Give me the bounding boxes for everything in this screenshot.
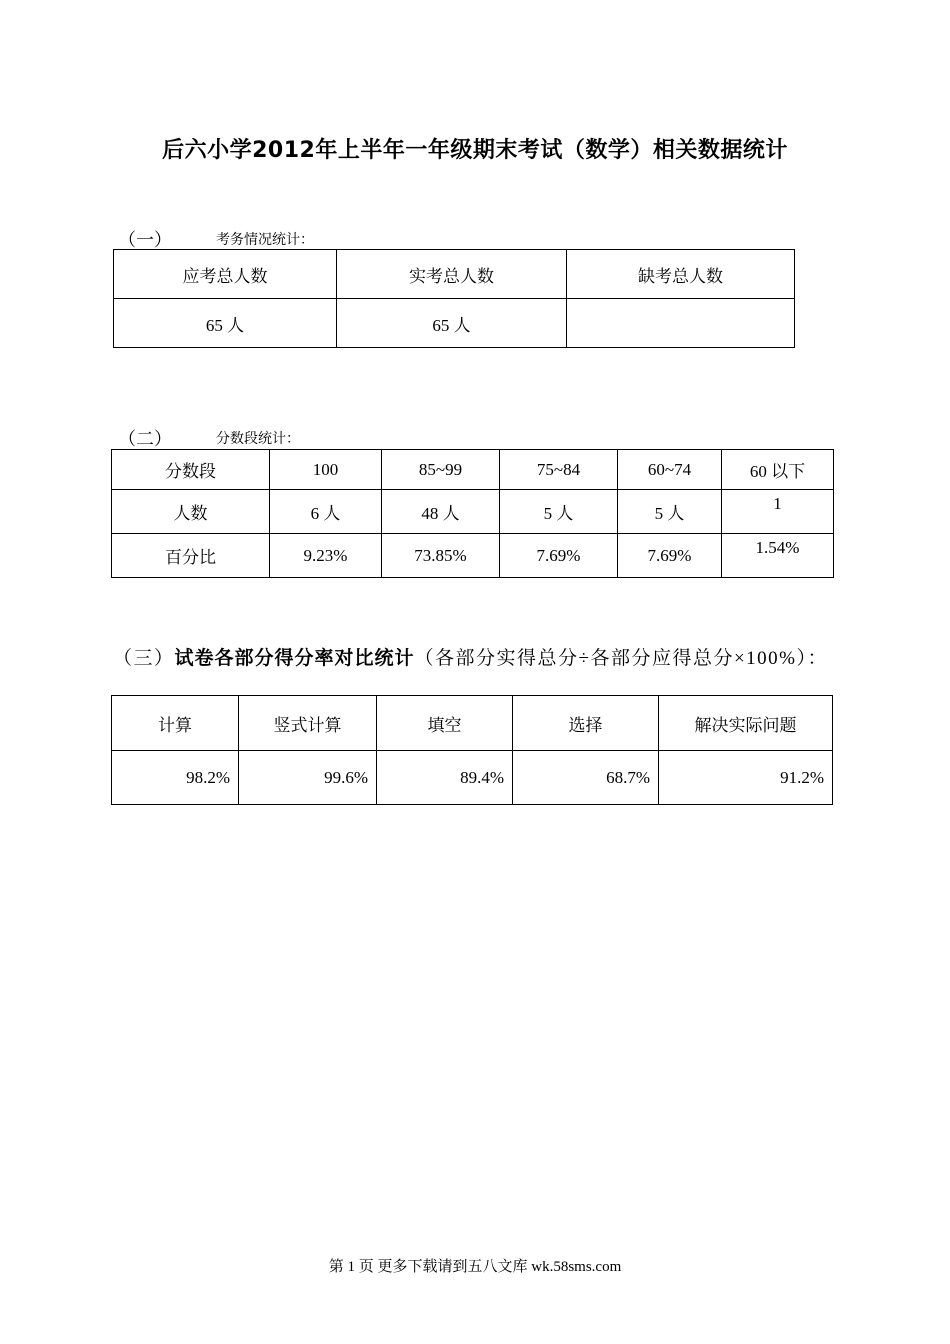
table-cell: 7.69% [618,534,722,578]
table-row [112,751,833,805]
table-cell: 5 人 [500,490,618,534]
value-cell: 65 人 [114,299,337,348]
section3-number: （三） [113,648,175,669]
header-cell: 实考总人数 [337,250,567,299]
table-cell: 48 人 [382,490,500,534]
header-cell: 解决实际问题 [659,696,833,751]
table-cell: 百分比 [112,534,270,578]
header-cell: 应考总人数 [114,250,337,299]
table-cell: 1 [722,490,834,534]
section2-label: 分数段统计： [216,432,300,447]
value-cell: 68.7% [513,751,659,805]
table-cell: 7.69% [500,534,618,578]
value-cell: 91.2% [659,751,833,805]
page-title: 后六小学2012年上半年一年级期末考试（数学）相关数据统计 [162,138,788,163]
section3-label-rest: （各部分实得总分÷各部分应得总分×100%）： [414,648,829,669]
section2-number: （二） [118,429,172,449]
table-cell: 5 人 [618,490,722,534]
value-cell: 89.4% [377,751,513,805]
value-cell [567,299,795,348]
table-row [114,250,795,299]
value-cell: 65 人 [337,299,567,348]
table-cell: 85~99 [382,450,500,490]
section3-heading [113,645,843,672]
header-cell: 选择 [513,696,659,751]
table-cell: 人数 [112,490,270,534]
score-rate-table [111,695,833,805]
table-cell: 60 以下 [722,450,834,490]
header-cell: 竖式计算 [239,696,377,751]
table-cell: 75~84 [500,450,618,490]
header-cell: 缺考总人数 [567,250,795,299]
table-cell: 6 人 [270,490,382,534]
table-cell: 73.85% [382,534,500,578]
table-cell: 1.54% [722,534,834,578]
page-footer: 第 1 页 更多下载请到五八文库 wk.58sms.com [328,1259,622,1275]
table-row [114,299,795,348]
section3-label-bold: 试卷各部分得分率对比统计 [174,647,415,669]
table-row [112,490,834,534]
table-cell: 分数段 [112,450,270,490]
table-cell: 100 [270,450,382,490]
value-cell: 99.6% [239,751,377,805]
table-cell: 9.23% [270,534,382,578]
table-row [112,696,833,751]
section1-number: （一） [118,230,172,250]
score-range-table [111,449,834,578]
section1-label: 考务情况统计： [216,233,314,248]
header-cell: 填空 [377,696,513,751]
table-row [112,534,834,578]
value-cell: 98.2% [112,751,239,805]
header-cell: 计算 [112,696,239,751]
table-cell: 60~74 [618,450,722,490]
table-row [112,450,834,490]
exam-attendance-table [113,249,795,348]
section2-heading [118,425,172,451]
